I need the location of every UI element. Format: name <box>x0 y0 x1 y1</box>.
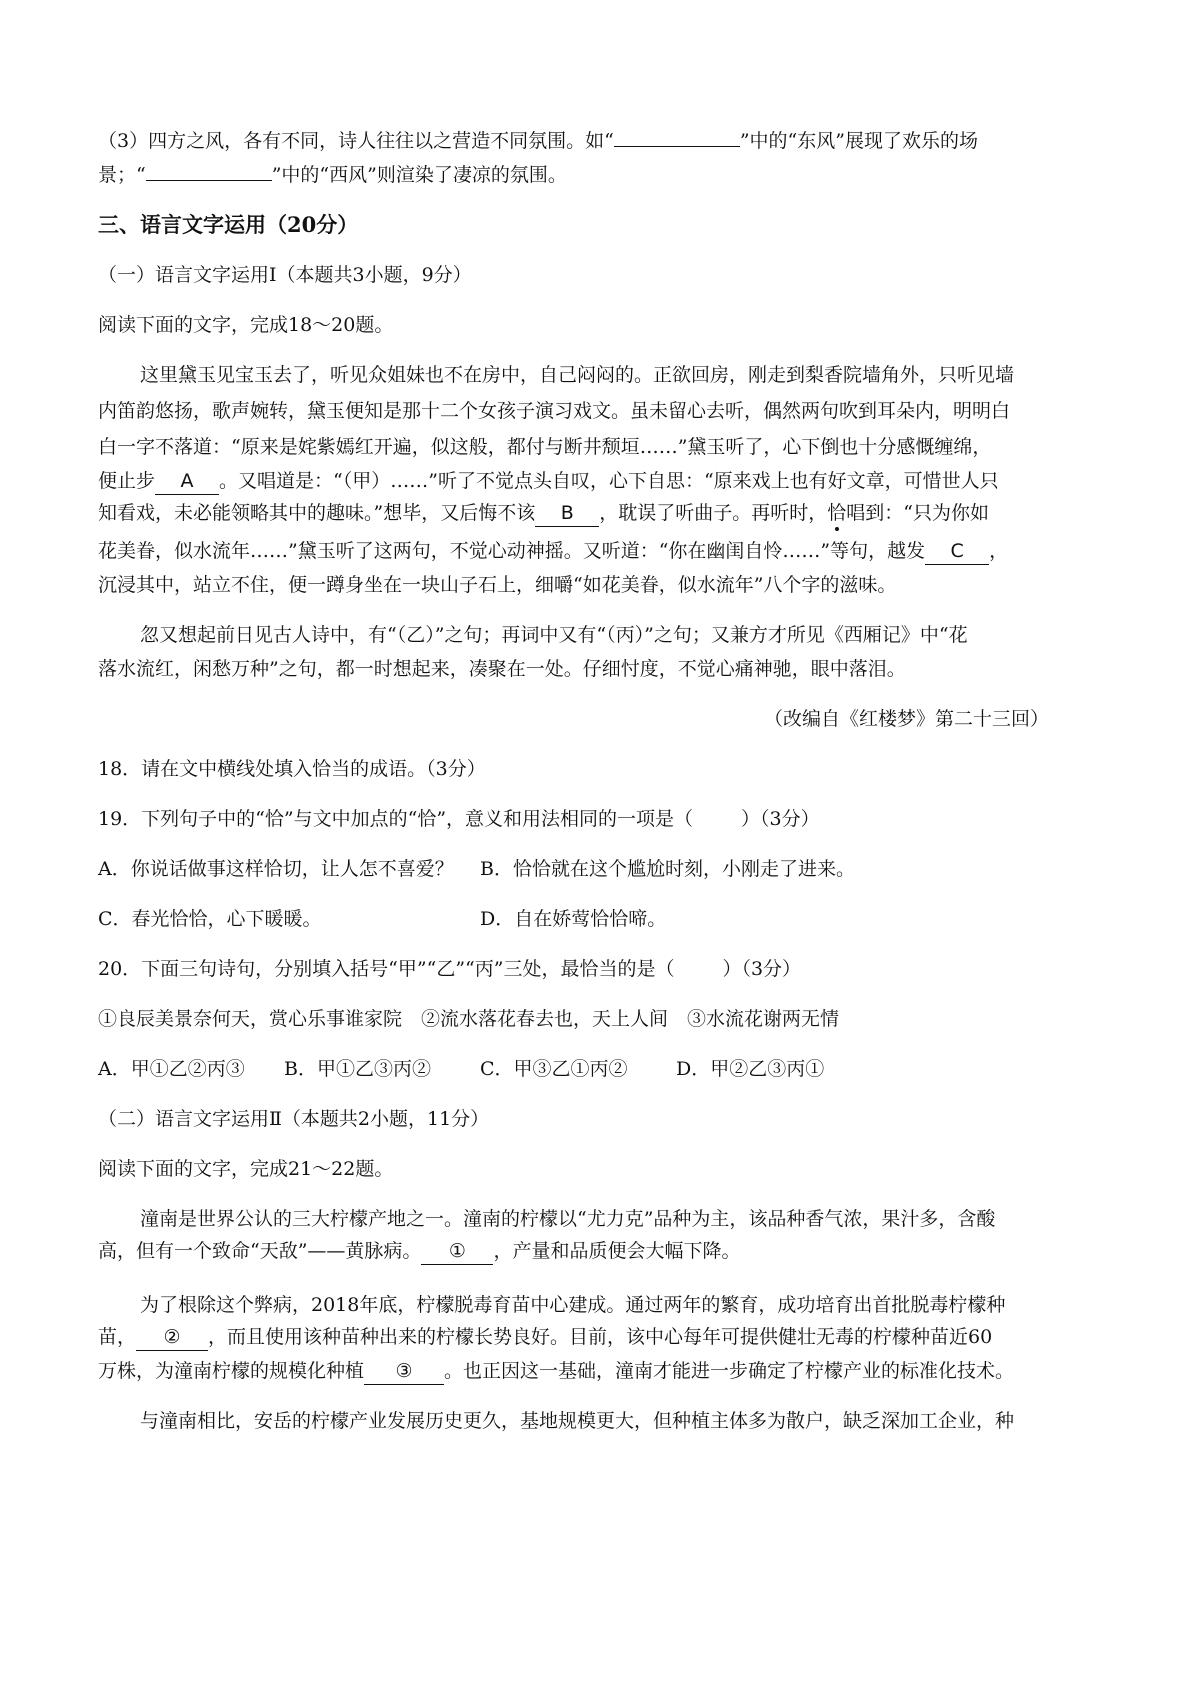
reading-instruction: 阅读下面的文字，完成21～22题。 <box>98 1158 394 1180</box>
passage-line: 花美眷，似水流年……”黛玉听了这两句，不觉心动神摇。又听道：“你在幽闺自怜……”等句，越发 C ， <box>98 538 1008 565</box>
passage-line: 潼南是世界公认的三大柠檬产地之一。潼南的柠檬以“尤力克”品种为主，该品种香气浓，果汁多，含酸 <box>140 1208 996 1230</box>
reading-instruction: 阅读下面的文字，完成18～20题。 <box>98 314 394 336</box>
subsection-title: （二）语言文字运用Ⅱ（本题共2小题，11分） <box>98 1108 490 1130</box>
subsection-title: （一）语言文字运用Ⅰ（本题共3小题，9分） <box>98 264 472 286</box>
passage-line: 高，但有一个致命“天敌”——黄脉病。 ① ，产量和品质便会大幅下降。 <box>98 1238 740 1265</box>
question-19: 19．下列句子中的“恰”与文中加点的“恰”，意义和用法相同的一项是（ ）（3分） <box>98 808 820 830</box>
passage-line: 白一字不落道：“原来是姹紫嫣红开遍，似这般，都付与断井颓垣……”黛玉听了，心下倒也十分感慨缠绵， <box>98 436 992 458</box>
passage-line: 沉浸其中，站立不住，便一蹲身坐在一块山子石上，细嚼“如花美眷，似水流年”八个字的滋味。 <box>98 574 897 596</box>
source-citation: （改编自《红楼梦》第二十三回） <box>764 708 1050 730</box>
question-18: 18．请在文中横线处填入恰当的成语。（3分） <box>98 758 486 780</box>
emphasis-dot-char: 恰 <box>827 502 847 524</box>
passage-line: 与潼南相比，安岳的柠檬产业发展历史更久，基地规模更大，但种植主体多为散户，缺乏深加工企业，种 <box>140 1410 1015 1432</box>
passage-line: 落水流红，闲愁万种”之句，都一时想起来，凑聚在一处。仔细忖度，不觉心痛神驰，眼中落泪。 <box>98 658 906 680</box>
option-d[interactable]: D．甲②乙③丙① <box>676 1058 825 1080</box>
question-20: 20．下面三句诗句，分别填入括号“甲”“乙”“丙”三处，最恰当的是（ ）（3分） <box>98 958 802 980</box>
option-c[interactable]: C．甲③乙①丙② <box>480 1058 628 1080</box>
option-b[interactable]: B．甲①乙③丙② <box>284 1058 431 1080</box>
passage-line: 知看戏，未必能领略其中的趣味。”想毕，又后悔不该 B ，耽误了听曲子。再听时，恰唱到：“只为你如 <box>98 500 989 527</box>
section-title: 三、语言文字运用（20分） <box>98 212 359 237</box>
blank-b[interactable]: B <box>535 500 599 527</box>
passage-line: 忽又想起前日见古人诗中，有“（乙）”之句；再词中又有“（丙）”之句；又兼方才所见《西厢记》中“花 <box>140 624 968 646</box>
passage-line: 便止步 A 。又唱道是：“（甲）……”听了不觉点头自叹，心下自思：“原来戏上也有好文章，可惜世人只 <box>98 468 999 495</box>
blank-1[interactable]: ① <box>421 1238 493 1265</box>
q17-part3-line2: 景；“ ”中的“西风”则渲染了凄凉的氛围。 <box>98 164 567 186</box>
blank-a[interactable]: A <box>155 468 219 495</box>
passage-line: 万株，为潼南柠檬的规模化种植 ③ 。也正因这一基础，潼南才能进一步确定了柠檬产业的标准化技术。 <box>98 1358 1014 1385</box>
q17-part3-line1: （3）四方之风，各有不同，诗人往往以之营造不同氛围。如“ ”中的“东风”展现了欢乐的场 <box>98 130 978 152</box>
blank-2[interactable]: ② <box>136 1324 208 1351</box>
passage-line: 为了根除这个弊病，2018年底，柠檬脱毒育苗中心建成。通过两年的繁育，成功培育出首批脱毒柠檬种 <box>140 1294 1006 1316</box>
answer-blank[interactable] <box>614 146 740 147</box>
passage-line: 内笛韵悠扬，歌声婉转，黛玉便知是那十二个女孩子演习戏文。虽未留心去听，偶然两句吹到耳朵内，明明白 <box>98 400 1011 422</box>
option-a[interactable]: A．甲①乙②丙③ <box>98 1058 245 1080</box>
blank-3[interactable]: ③ <box>364 1358 444 1385</box>
option-c[interactable]: C．春光恰恰，心下暖暖。 <box>98 908 322 930</box>
option-d[interactable]: D．自在娇莺恰恰啼。 <box>480 908 667 930</box>
blank-c[interactable]: C <box>925 538 989 565</box>
option-b[interactable]: B．恰恰就在这个尴尬时刻，小刚走了进来。 <box>480 858 855 880</box>
passage-line: 这里黛玉见宝玉去了，听见众姐妹也不在房中，自己闷闷的。正欲回房，刚走到梨香院墙角外，只听见墙 <box>140 364 1015 386</box>
option-a[interactable]: A．你说话做事这样恰切，让人怎不喜爱？ <box>98 858 454 880</box>
passage-line: 苗， ② ，而且使用该种苗种出来的柠檬长势良好。目前，该中心每年可提供健壮无毒的柠檬种苗近60 <box>98 1324 992 1351</box>
poem-lines: ①良辰美景奈何天，赏心乐事谁家院 ②流水落花春去也，天上人间 ③水流花谢两无情 <box>98 1008 840 1030</box>
answer-blank[interactable] <box>146 180 272 181</box>
